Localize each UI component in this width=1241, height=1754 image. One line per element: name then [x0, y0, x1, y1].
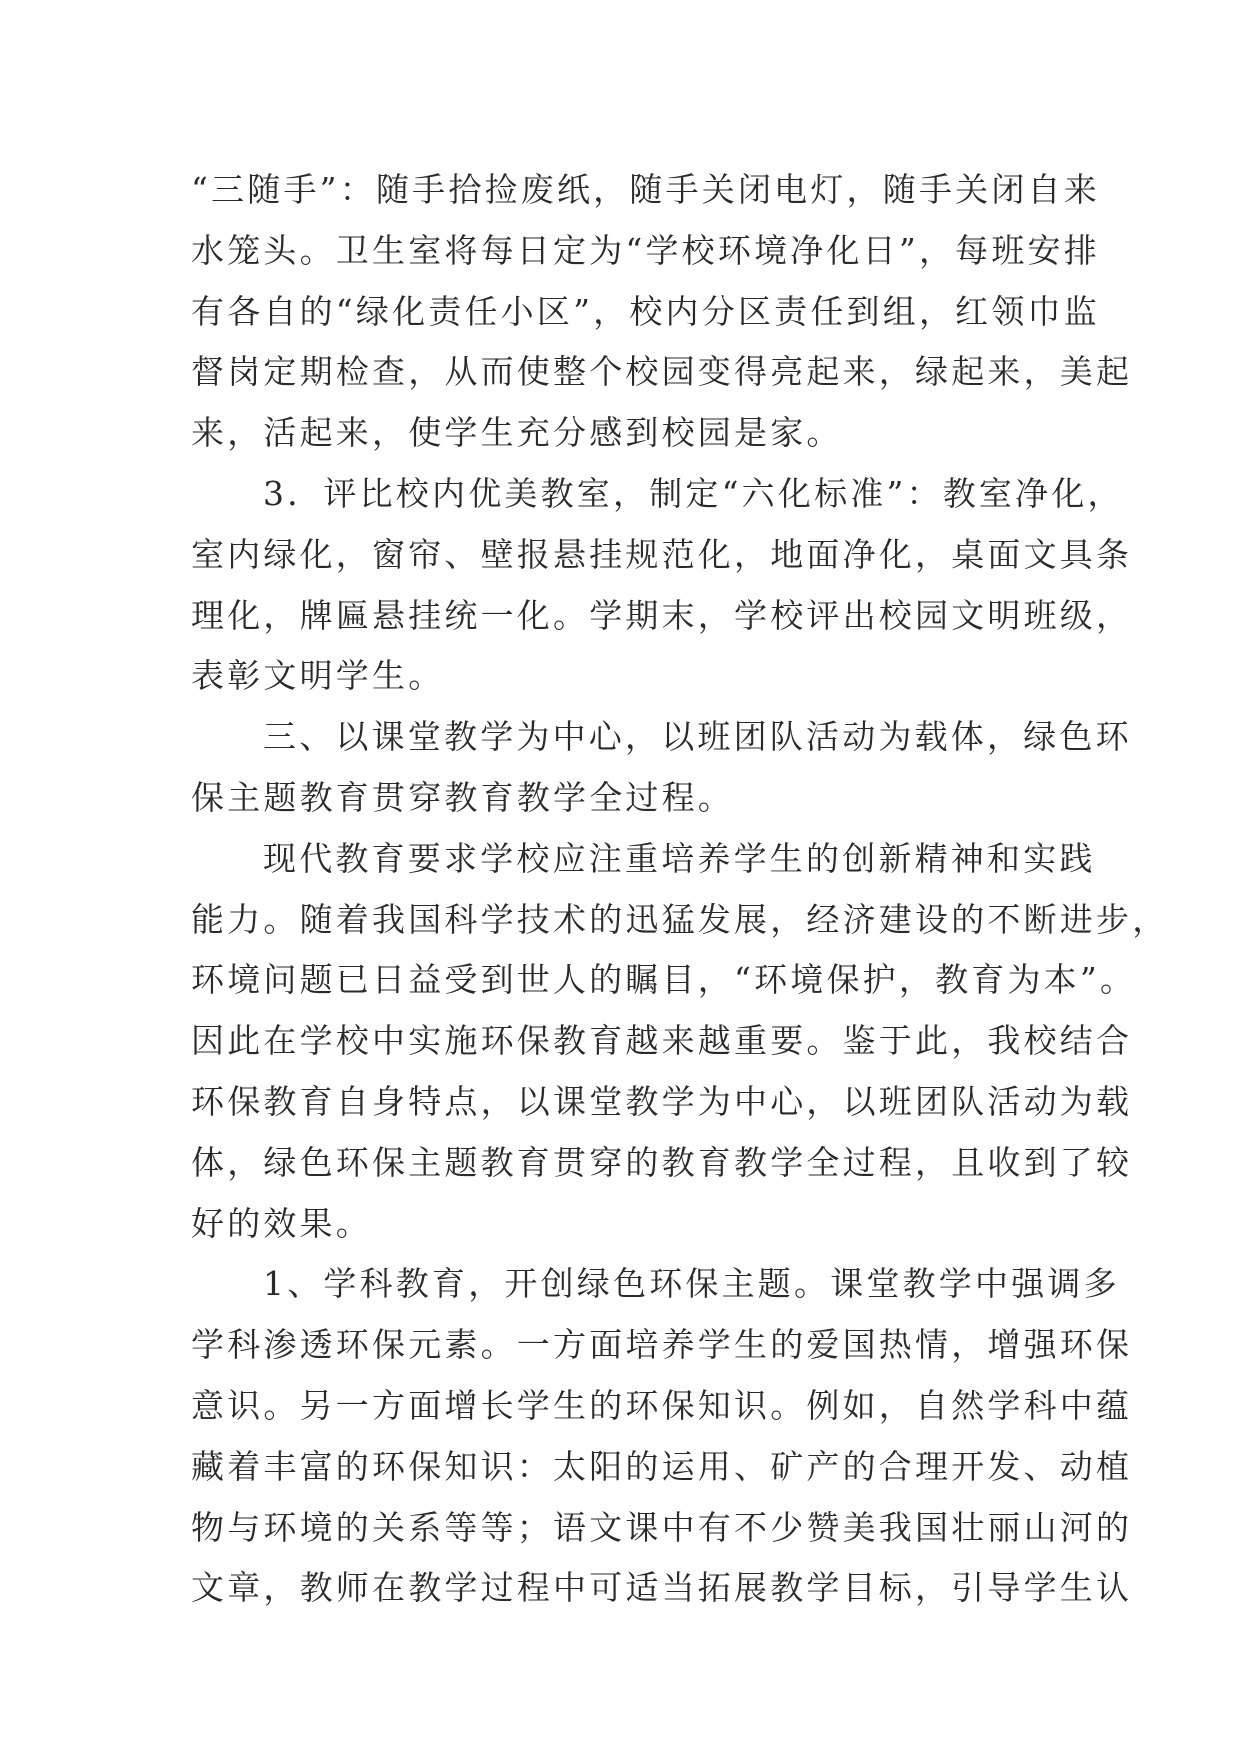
- text-line: 藏着丰富的环保知识：太阳的运用、矿产的合理开发、动植: [191, 1446, 1133, 1486]
- text-line: 督岗定期检查，从而使整个校园变得亮起来，绿起来，美起: [191, 352, 1133, 392]
- text-line: 有各自的“绿化责任小区”，校内分区责任到组，红领巾监: [191, 291, 1100, 331]
- body-text: [191, 160, 1169, 1619]
- text-line: 因此在学校中实施环保教育越来越重要。鉴于此，我校结合: [191, 1021, 1133, 1061]
- text-line: “三随手”：随手拾捡废纸，随手关闭电灯，随手关闭自来: [191, 170, 1100, 209]
- text-line: 环境问题已日益受到世人的瞩目，“环境保护，教育为本”。: [191, 960, 1137, 1000]
- text-line: 能力。随着我国科学技术的迅猛发展，经济建设的不断进步，: [191, 899, 1169, 939]
- section-heading-line: 三、以课堂教学为中心，以班团队活动为载体，绿色环: [263, 717, 1132, 757]
- paragraph-start-line: 1、学科教育，开创绿色环保主题。课堂教学中强调多: [263, 1264, 1120, 1304]
- text-line: 室内绿化，窗帘、壁报悬挂规范化，地面净化，桌面文具条: [191, 534, 1133, 574]
- text-line: 物与环境的关系等等；语文课中有不少赞美我国壮丽山河的: [191, 1507, 1133, 1547]
- text-line: 文章，教师在教学过程中可适当拓展教学目标，引导学生认: [191, 1568, 1133, 1608]
- paragraph-start-line: 3．评比校内优美教室，制定“六化标准”：教室净化，: [263, 473, 1124, 513]
- text-line: 意识。另一方面增长学生的环保知识。例如，自然学科中蕴: [191, 1385, 1133, 1425]
- text-line: 理化，牌匾悬挂统一化。学期末，学校评出校园文明班级，: [191, 595, 1133, 635]
- text-line: 好的效果。: [191, 1203, 372, 1243]
- text-line: 来，活起来，使学生充分感到校园是家。: [191, 413, 843, 453]
- text-line: 体，绿色环保主题教育贯穿的教育教学全过程，且收到了较: [191, 1142, 1133, 1182]
- text-line: 水笼头。卫生室将每日定为“学校环境净化日”，每班安排: [191, 230, 1100, 270]
- text-line: 学科渗透环保元素。一方面培养学生的爱国热情，增强环保: [191, 1325, 1133, 1365]
- text-line: 表彰文明学生。: [191, 656, 445, 696]
- paragraph-start-line: 现代教育要求学校应注重培养学生的创新精神和实践: [263, 838, 1096, 878]
- text-line: 环保教育自身特点，以课堂教学为中心，以班团队活动为载: [191, 1081, 1133, 1121]
- text-line: 保主题教育贯穿教育教学全过程。: [191, 777, 734, 817]
